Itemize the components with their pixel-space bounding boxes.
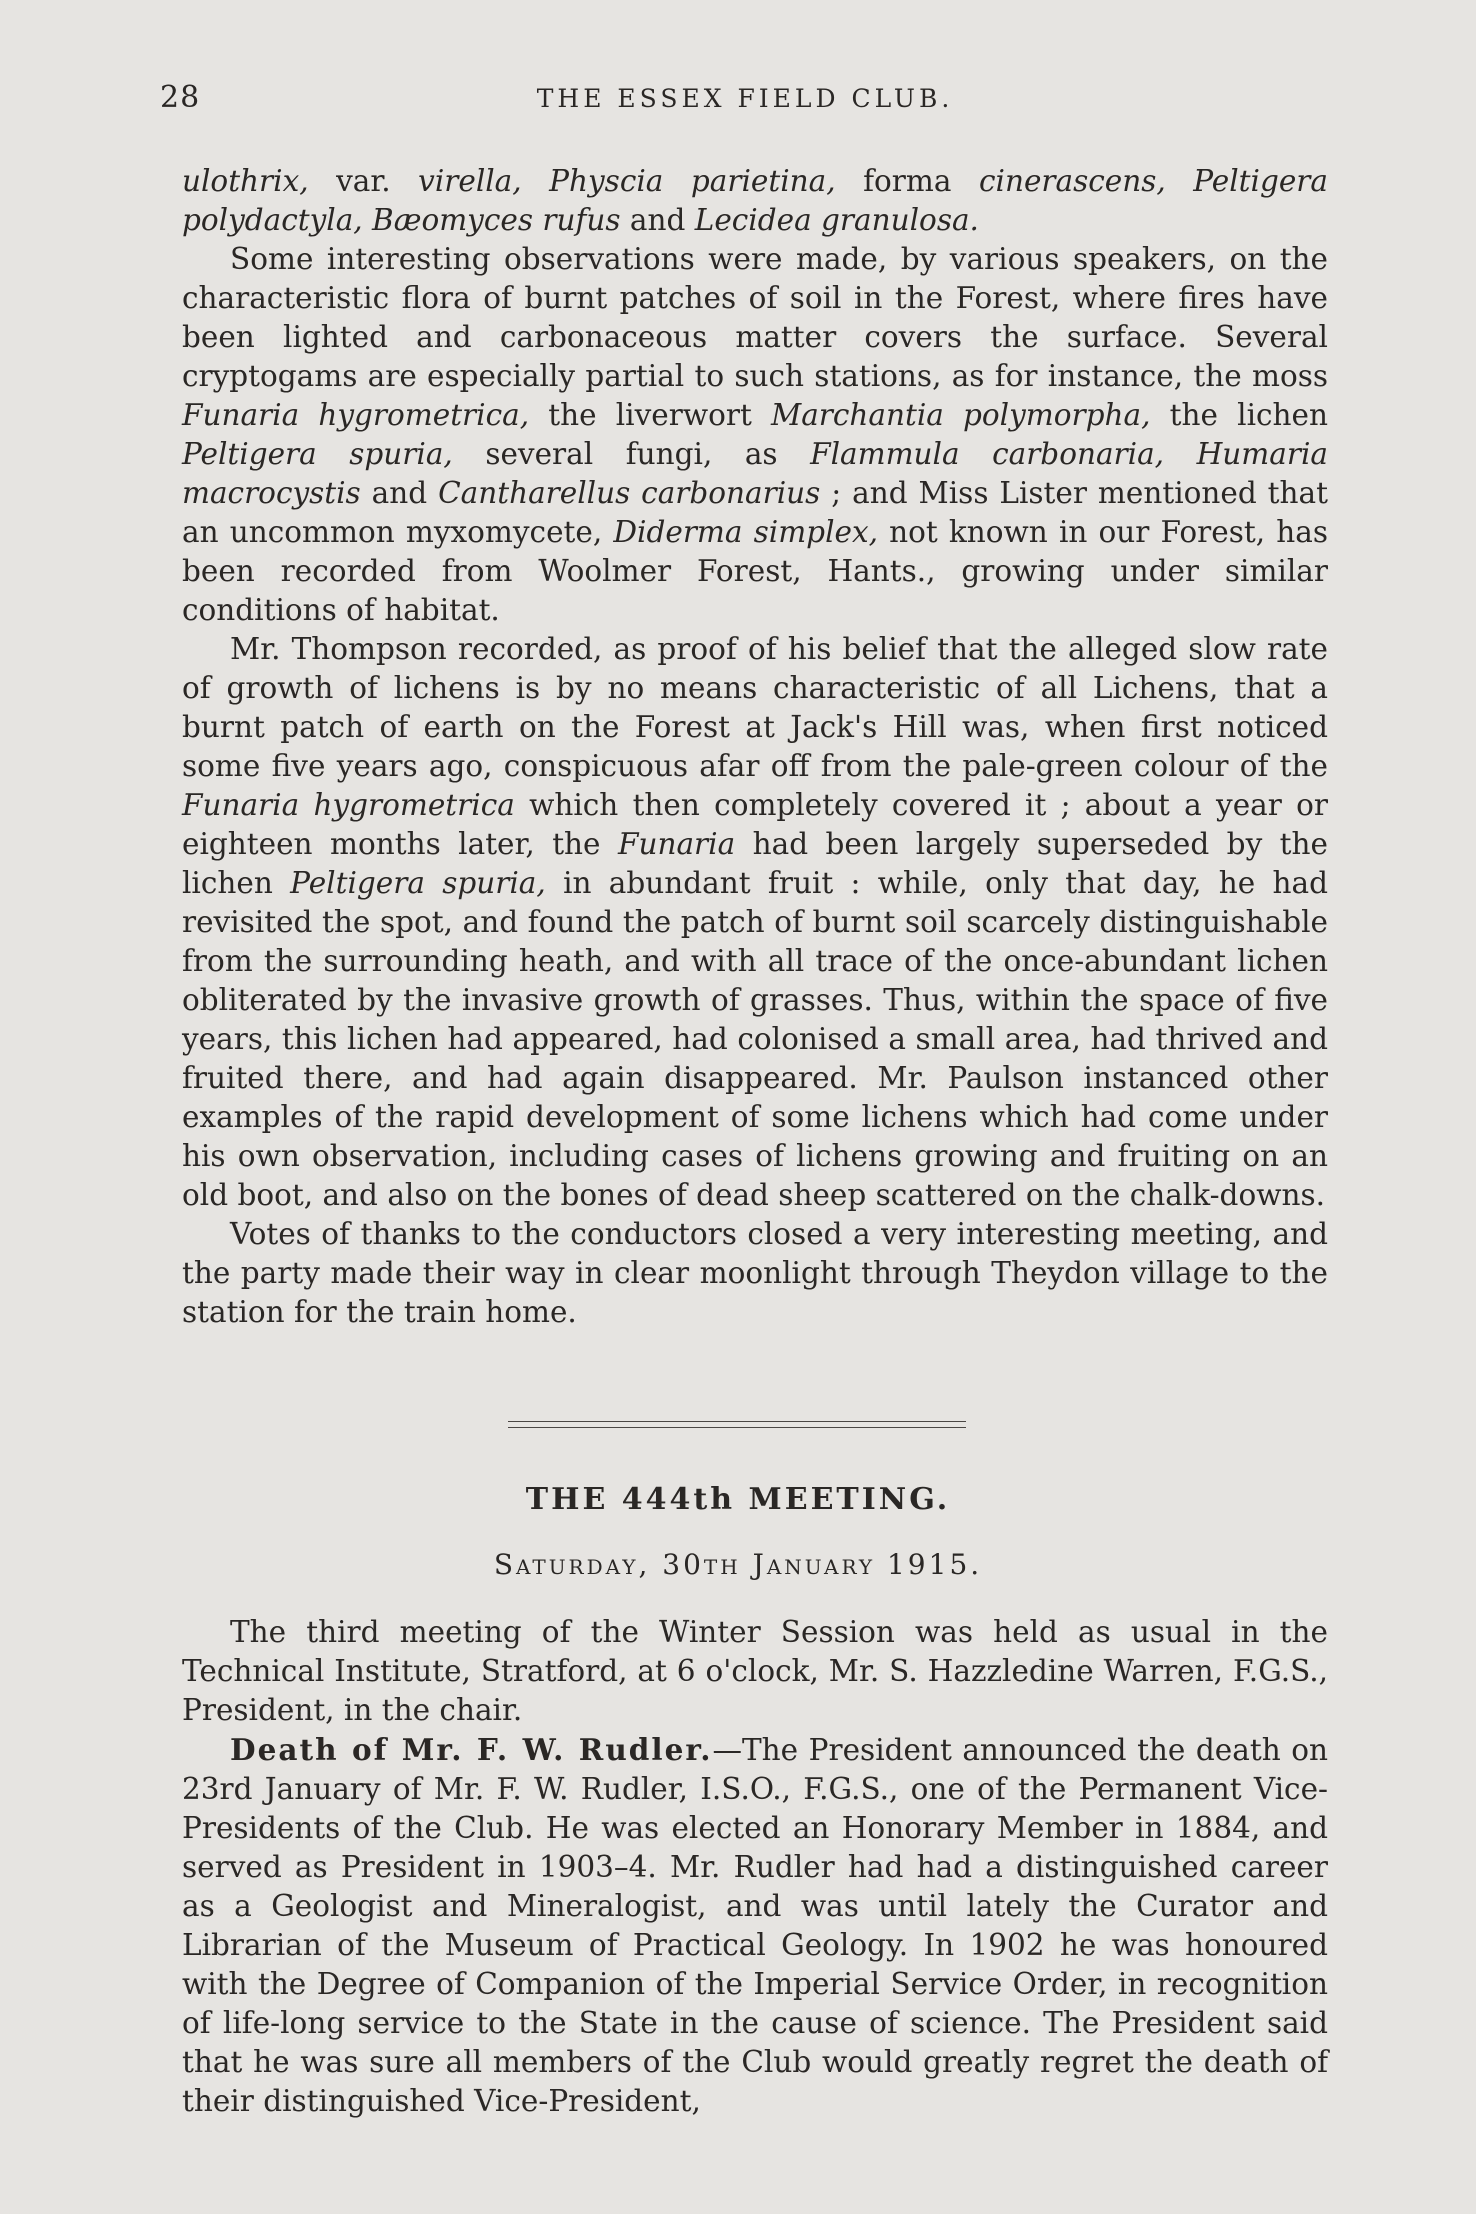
text-run: which then completely covered it ; about a year or eighteen months later, the [182,788,1328,861]
meeting-title: THE 444th MEETING. [525,1482,951,1517]
paragraph [182,1730,1328,2121]
text-run: and [620,203,695,237]
italic-run: Funaria hygrometrica, [182,398,530,432]
paragraph [182,162,1328,240]
italic-run: ulothrix, [182,164,309,198]
section-divider [508,1427,966,1428]
text-run: Mr. Thompson recorded, as proof of his belief that the alleged slow rate of growth of lichens is by no means characteristic of all Lichens, that a burnt patch of earth on the Forest at Jack's Hill was, when first noticed some five years ago, conspicuous afar off from the pale-green colour of the [182,632,1328,783]
italic-run: Funaria hygrometrica [182,788,515,822]
page-header [160,80,1330,120]
text-run: the lichen [1150,398,1328,432]
paragraph [182,1215,1328,1332]
text-run: var. [308,164,419,198]
text-run: not known in our Forest, has been recorded from Woolmer Forest, Hants., growing under similar conditions of habitat. [182,515,1328,627]
text-run: ; and Miss Lister mentioned that an uncommon myxomycete, [182,476,1328,549]
italic-run: Cantharellus carbonarius [438,476,821,510]
page-number: 28 [160,80,201,115]
italic-run: Diderma simplex, [613,515,878,549]
running-head: THE ESSEX FIELD CLUB. [536,84,954,113]
body-text-top [182,162,1328,1332]
text-run: Some interesting observations were made, by various speakers, on the characteristic flora of burnt patches of soil in the Forest, where fires have been lighted and carbonaceous matter covers the surface. Several cryptogams are especially partial to such stations, as for instance, the moss [182,242,1328,393]
text-run: had been largely superseded by the lichen [182,827,1328,900]
italic-run: cinerascens, Peltigera polydactyla, Bæomyces rufus [182,164,1328,237]
paragraph [182,630,1328,1215]
text-run: Votes of thanks to the conductors closed a very interesting meeting, and the party made their way in clear moonlight through Theydon village to the station for the train home. [182,1217,1328,1329]
section-divider [508,1421,966,1422]
italic-run: Funaria [617,827,736,861]
text-run: —The President announced the death on 23rd January of Mr. F. W. Rudler, I.S.O., F.G.S., one of the Permanent Vice-Presidents of the Club. He was elected an Honorary Member in 1884, and served as President in 1903–4. Mr. Rudler had had a distinguished career as a Geologist and Mineralogist, and was until lately the Curator and Librarian of the Museum of Practical Geology. In 1902 he was honoured with the Degree of Companion of the Imperial Service Order, in recognition of life-long service to the State in the cause of science. The President said that he was sure all members of the Club would greatly regret the death of their distinguished Vice-President, [182,1733,1328,2118]
text-run: forma [835,164,979,198]
italic-run: virella, Physcia parietina, [418,164,836,198]
text-run: and [360,476,439,510]
italic-run: Peltigera spuria, [182,437,453,471]
text-run: in abundant fruit : while, only that day, he had revisited the spot, and found the patch of burnt soil scarcely distinguishable from the surrounding heath, and with all trace of the once-abundant lichen obliterated by the invasive growth of grasses. Thus, within the space of five years, this lichen had appeared, had colonised a small area, had thrived and fruited there, and had again disappeared. Mr. Paulson instanced other examples of the rapid development of some lichens which had come under his own observation, including cases of lichens growing and fruiting on an old boot, and also on the bones of dead sheep scattered on the chalk-downs. [182,866,1328,1212]
text-run: The third meeting of the Winter Session was held as usual in the Technical Institute, Stratford, at 6 o'clock, Mr. S. Hazzledine Warren, F.G.S., President, in the chair. [182,1615,1328,1727]
body-text-bottom [182,1613,1328,2121]
paragraph [182,1613,1328,1730]
paragraph [182,240,1328,630]
meeting-date: Saturday, 30th January 1915. [493,1548,983,1581]
text-run: several fungi, as [452,437,811,471]
section-heading-run: Death of Mr. F. W. Rudler. [230,1732,713,1767]
italic-run: Lecidea granulosa. [694,203,979,237]
text-run: the liverwort [529,398,771,432]
italic-run: Peltigera spuria, [290,866,546,900]
italic-run: Marchantia polymorpha, [770,398,1151,432]
italic-run: Flammula carbonaria, Humaria macrocystis [182,437,1328,510]
